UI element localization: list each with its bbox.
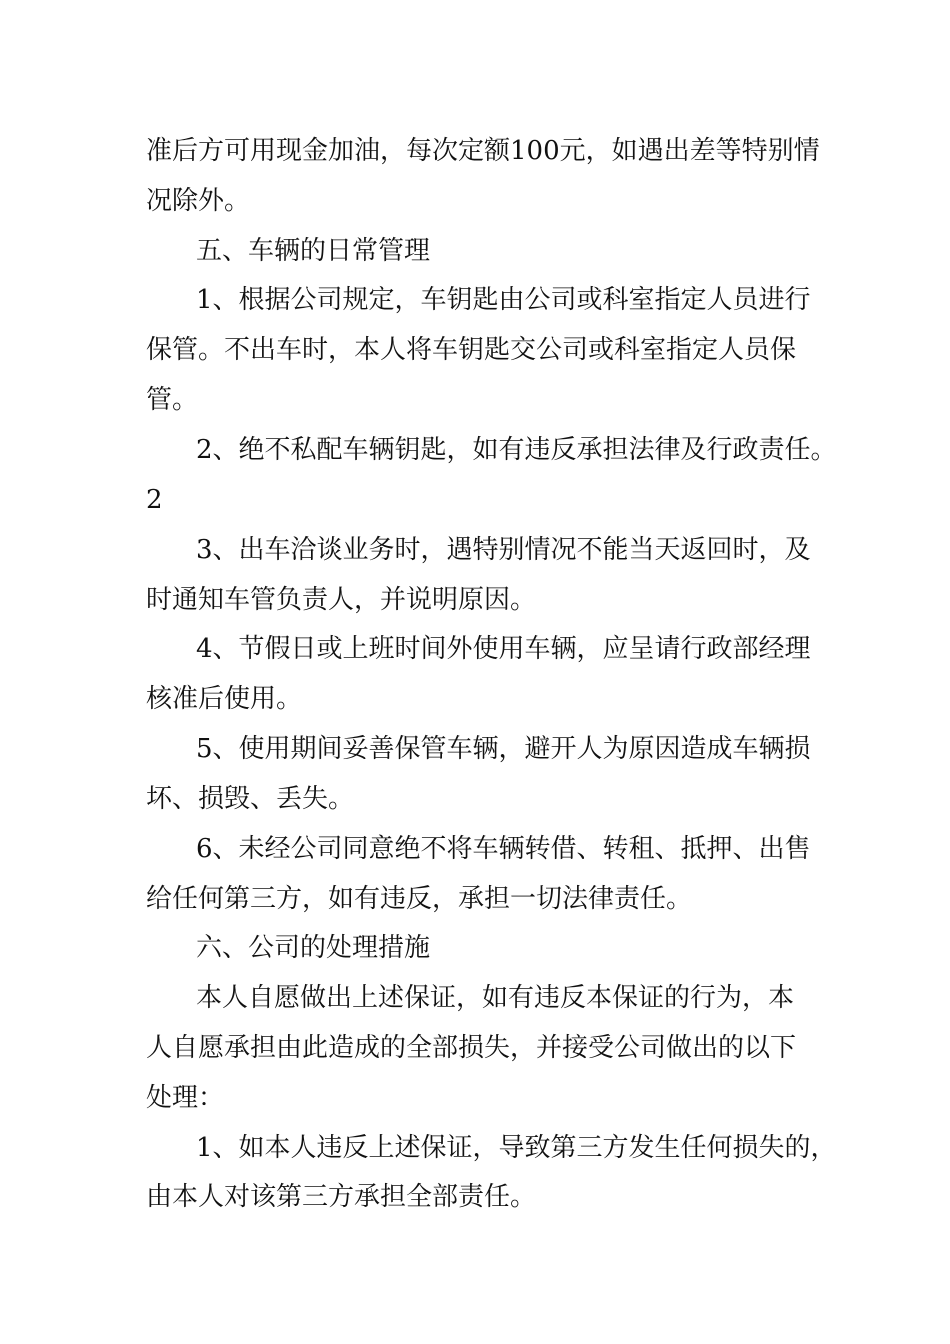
text-line: 保管。不出车时，本人将车钥匙交公司或科室指定人员保 <box>146 335 797 365</box>
text-line: 4、节假日或上班时间外使用车辆，应呈请行政部经理 <box>196 634 811 664</box>
text-line: 坏、损毁、丢失。 <box>146 784 355 814</box>
text-line: 核准后使用。 <box>146 684 303 714</box>
text-line: 处理： <box>146 1083 225 1113</box>
text-line: 1、如本人违反上述保证，导致第三方发生任何损失的， <box>196 1133 837 1163</box>
section-heading: 六、公司的处理措施 <box>196 933 431 963</box>
text-line: 准后方可用现金加油，每次定额100元，如遇出差等特别情 <box>146 136 820 166</box>
text-line: 人自愿承担由此造成的全部损失，并接受公司做出的以下 <box>146 1033 797 1063</box>
text-line: 5、使用期间妥善保管车辆，避开人为原因造成车辆损 <box>196 734 811 764</box>
text-line: 本人自愿做出上述保证，如有违反本保证的行为，本 <box>196 983 795 1013</box>
text-line: 1、根据公司规定，车钥匙由公司或科室指定人员进行 <box>196 285 811 315</box>
text-line: 2 <box>146 485 163 515</box>
text-line: 6、未经公司同意绝不将车辆转借、转租、抵押、出售 <box>196 834 811 864</box>
text-line: 2、绝不私配车辆钥匙，如有违反承担法律及行政责任。 <box>196 435 837 465</box>
text-line: 管。 <box>146 385 199 415</box>
text-line: 由本人对该第三方承担全部责任。 <box>146 1182 537 1212</box>
text-line: 给任何第三方，如有违反，承担一切法律责任。 <box>146 884 693 914</box>
section-heading: 五、车辆的日常管理 <box>196 236 431 266</box>
text-line: 况除外。 <box>146 186 251 216</box>
text-line: 3、出车洽谈业务时，遇特别情况不能当天返回时，及 <box>196 535 811 565</box>
text-line: 时通知车管负责人，并说明原因。 <box>146 585 537 615</box>
